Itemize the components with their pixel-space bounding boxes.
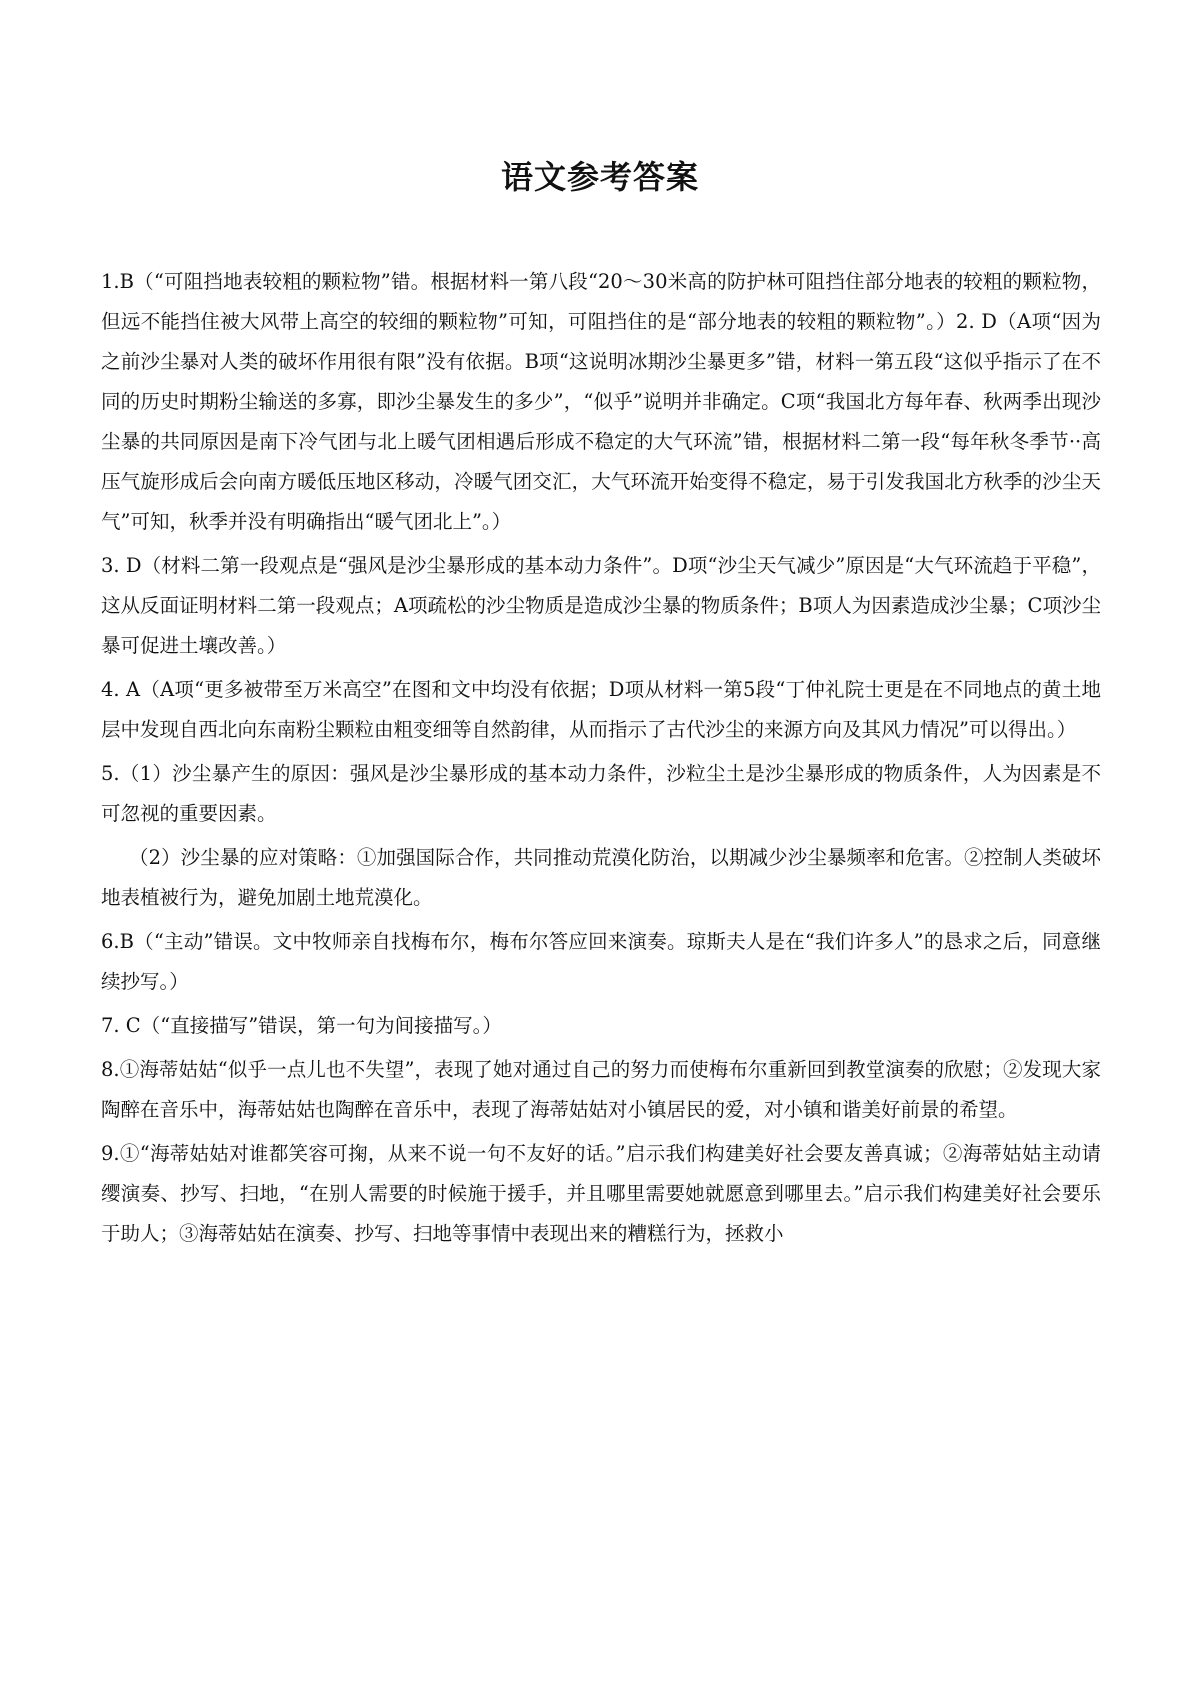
answer-paragraph-3: 3. D（材料二第一段观点是“强风是沙尘暴形成的基本动力条件”。D项“沙尘天气减少”原因是“大气环流趋于平稳”，这从反面证明材料二第一段观点；A项疏松的沙尘物质是造成沙尘暴的物质条件；B项人为因素造成沙尘暴；C项沙尘暴可促进土壤改善。） — [101, 554, 1101, 657]
answer-body — [101, 262, 1101, 1258]
answer-paragraph-4: 4. A（A项“更多被带至万米高空”在图和文中均没有依据；D项从材料一第5段“丁仲礼院士更是在不同地点的黄土地层中发现自西北向东南粉尘颗粒由粗变细等自然韵律，从而指示了古代沙尘的来源方向及其风力情况”可以得出。） — [101, 678, 1101, 741]
answer-paragraph-5-2: （2）沙尘暴的应对策略：①加强国际合作，共同推动荒漠化防治，以期减少沙尘暴频率和危害。②控制人类破坏地表植被行为，避免加剧土地荒漠化。 — [101, 846, 1101, 909]
answer-paragraph-8: 8.①海蒂姑姑“似乎一点儿也不失望”，表现了她对通过自己的努力而使梅布尔重新回到教堂演奏的欣慰；②发现大家陶醉在音乐中，海蒂姑姑也陶醉在音乐中，表现了海蒂姑姑对小镇居民的爱，对小镇和谐美好前景的希望。 — [101, 1058, 1101, 1121]
answer-paragraph-1-2: 1.B（“可阻挡地表较粗的颗粒物”错。根据材料一第八段“20～30米高的防护林可阻挡住部分地表的较粗的颗粒物，但远不能挡住被大风带上高空的较细的颗粒物”可知，可阻挡住的是“部分地表的较粗的颗粒物”。）2. D（A项“因为之前沙尘暴对人类的破坏作用很有限”没有依据。B项“这说明冰期沙尘暴更多”错，材料一第五段“这似乎指示了在不同的历史时期粉尘输送的多寡，即沙尘暴发生的多少”，“似乎”说明并非确定。C项“我国北方每年春、秋两季出现沙尘暴的共同原因是南下冷气团与北上暖气团相遇后形成不稳定的大气环流”错，根据材料二第一段“每年秋冬季节··高压气旋形成后会向南方暖低压地区移动，冷暖气团交汇，大气环流开始变得不稳定，易于引发我国北方秋季的沙尘天气”可知，秋季并没有明确指出“暖气团北上”。） — [101, 270, 1101, 533]
answer-paragraph-6: 6.B（“主动”错误。文中牧师亲自找梅布尔，梅布尔答应回来演奏。琼斯夫人是在“我们许多人”的恳求之后，同意继续抄写。） — [101, 930, 1101, 993]
answer-paragraph-9: 9.①“海蒂姑姑对谁都笑容可掬，从来不说一句不友好的话。”启示我们构建美好社会要友善真诚；②海蒂姑姑主动请缨演奏、抄写、扫地，“在别人需要的时候施于援手，并且哪里需要她就愿意到哪里去。”启示我们构建美好社会要乐于助人；③海蒂姑姑在演奏、抄写、扫地等事情中表现出来的糟糕行为，拯救小 — [101, 1142, 1101, 1245]
answer-paragraph-5-1: 5.（1）沙尘暴产生的原因：强风是沙尘暴形成的基本动力条件，沙粒尘土是沙尘暴形成的物质条件，人为因素是不可忽视的重要因素。 — [101, 762, 1101, 825]
page-title: 语文参考答案 — [500, 158, 699, 196]
answer-paragraph-7: 7. C（“直接描写”错误，第一句为间接描写。） — [101, 1014, 502, 1037]
